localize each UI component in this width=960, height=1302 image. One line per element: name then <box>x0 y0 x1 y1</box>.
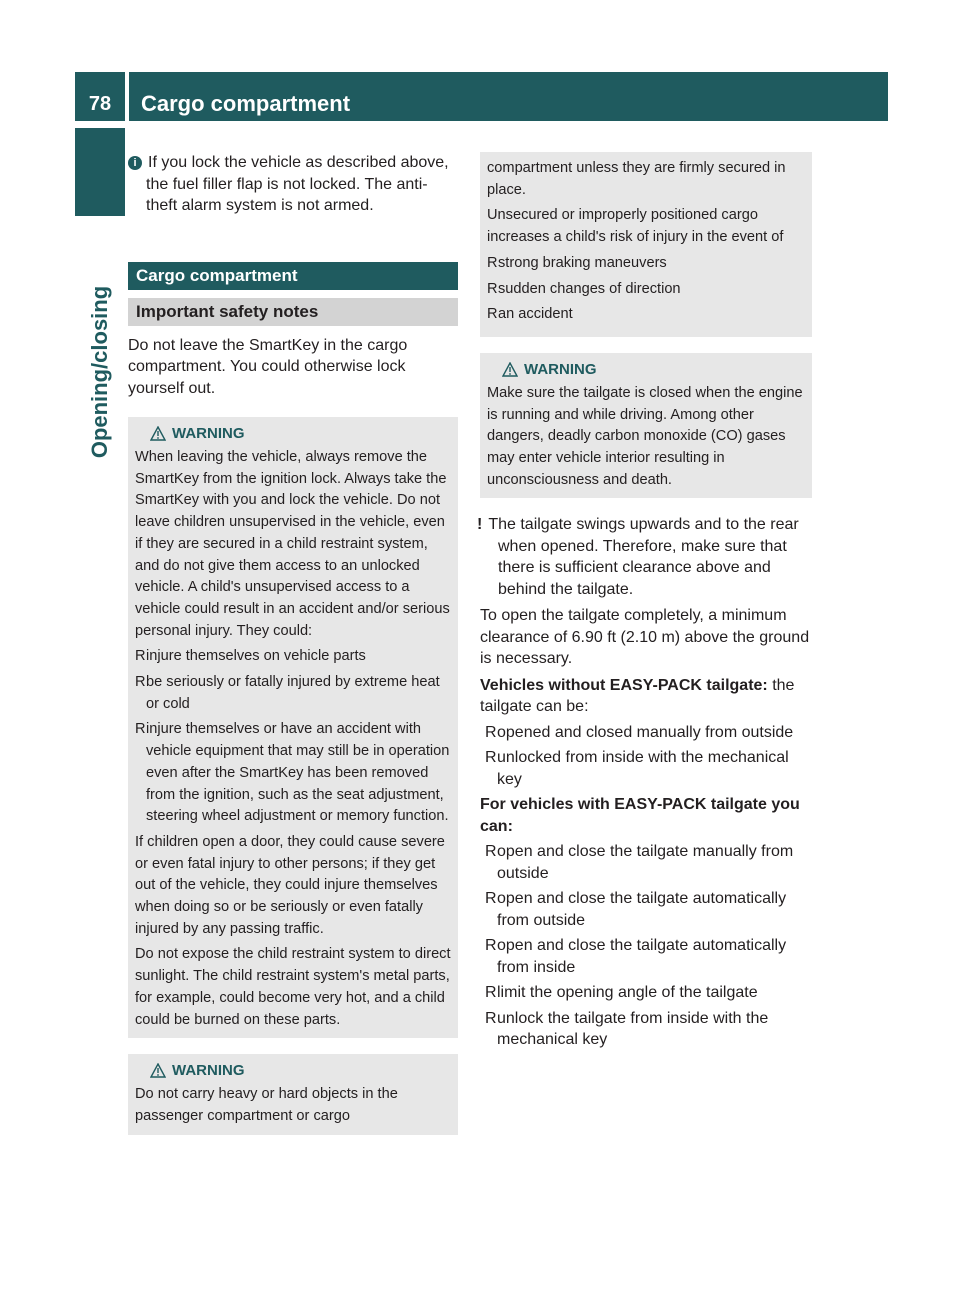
warning-text: If children open a door, they could cause severe or even fatal injury to other persons; if they get out of the vehicle, they could injure themselves when doing so or be seriously or even fatally injured by any passing traffic. <box>135 833 445 937</box>
warning-triangle-icon <box>150 1063 166 1078</box>
warning-list <box>135 646 452 828</box>
intro-text: Do not leave the SmartKey in the cargo compartment. You could otherwise lock yourself out. <box>128 336 408 397</box>
warning-text: When leaving the vehicle, always remove the SmartKey from the ignition lock. Always take the SmartKey with you and lock the vehicle. Do not leave children unsupervised in the vehicle, even if they are secured in a child restraint system, and do not give them access to an unlocked vehicle. A child's unsupervised access to a vehicle could result in an accident and/or serious personal injury. They could: <box>135 449 450 639</box>
page-number: 78 <box>75 72 125 121</box>
list-item: R unlock the tailgate from inside with the mechanical key <box>485 1008 812 1051</box>
list-item: R open and close the tailgate automatically from outside <box>485 888 812 931</box>
right-column <box>477 152 812 1055</box>
sidebar-chapter-label: Opening/closing <box>87 285 112 459</box>
warning-text: Do not carry heavy or hard objects in the passenger compartment or cargo <box>135 1086 398 1124</box>
clearance-text: To open the tailgate completely, a minimum clearance of 6.90 ft (2.10 m) above the ground is necessary. <box>480 607 810 668</box>
list-item: R be seriously or fatally injured by extreme heat or cold <box>135 672 452 715</box>
warning-triangle-icon <box>502 362 518 377</box>
list-item: R an accident <box>487 304 806 326</box>
warning-text: Unsecured or improperly positioned cargo increases a child's risk of injury in the event of <box>487 207 784 246</box>
list-item: R limit the opening angle of the tailgate <box>485 982 812 1004</box>
list-item: R unlocked from inside with the mechanical key <box>485 747 812 790</box>
info-icon: i <box>128 156 142 170</box>
caution-note: ! The tailgate swings upwards and to the rear when opened. Therefore, make sure that there is sufficient clearance above and behind the tailgate. <box>477 516 799 598</box>
section-heading: Cargo compartment <box>128 262 458 290</box>
warning-heading: WARNING <box>135 1060 452 1082</box>
sidebar-chapter <box>75 222 125 522</box>
subsection-heading: Important safety notes <box>128 298 458 326</box>
list-item: R injure themselves or have an accident with vehicle equipment that may still be in operation even after the SmartKey has been removed from the ignition, such as the seat adjustment, steering wheel adjustment or memory function. <box>135 719 452 828</box>
info-note: i If you lock the vehicle as described above, the fuel filler flap is not locked. The anti-theft alarm system is not armed. <box>116 152 458 217</box>
list-item: R opened and closed manually from outside <box>485 722 812 744</box>
warning-box <box>480 353 812 499</box>
warning-text: compartment unless they are firmly secured in place. <box>487 160 786 198</box>
list-item: R open and close the tailgate automatically from inside <box>485 935 812 978</box>
list-item: R injure themselves on vehicle parts <box>135 646 452 668</box>
without-easypack-text: Vehicles without EASY-PACK tailgate: the tailgate can be: <box>480 676 795 716</box>
warning-box <box>128 417 458 1038</box>
without-easypack-list <box>480 722 812 791</box>
warning-list <box>487 253 806 326</box>
warning-text: Make sure the tailgate is closed when the engine is running and while driving. Among other dangers, deadly carbon monoxide (CO) gases may enter vehicle interior resulting in unconsciousness and death. <box>487 384 803 488</box>
with-easypack-heading: For vehicles with EASY-PACK tailgate you can: <box>480 796 800 835</box>
with-easypack-list <box>480 841 812 1051</box>
warning-box-continued <box>480 152 812 337</box>
list-item: R sudden changes of direction <box>487 279 806 301</box>
warning-box <box>128 1054 458 1134</box>
page-header <box>75 72 888 121</box>
caution-icon: ! <box>477 516 483 534</box>
list-item: R open and close the tailgate manually from outside <box>485 841 812 884</box>
warning-triangle-icon <box>150 426 166 441</box>
warning-text: Do not expose the child restraint system to direct sunlight. The child restraint system's metal parts, for example, could become very hot, and a child could be burned on these parts. <box>135 946 451 1028</box>
list-item: R strong braking maneuvers <box>487 253 806 275</box>
warning-heading: WARNING <box>135 423 452 445</box>
page-title: Cargo compartment <box>129 72 888 121</box>
left-column <box>128 152 458 1135</box>
warning-heading: WARNING <box>487 359 806 381</box>
